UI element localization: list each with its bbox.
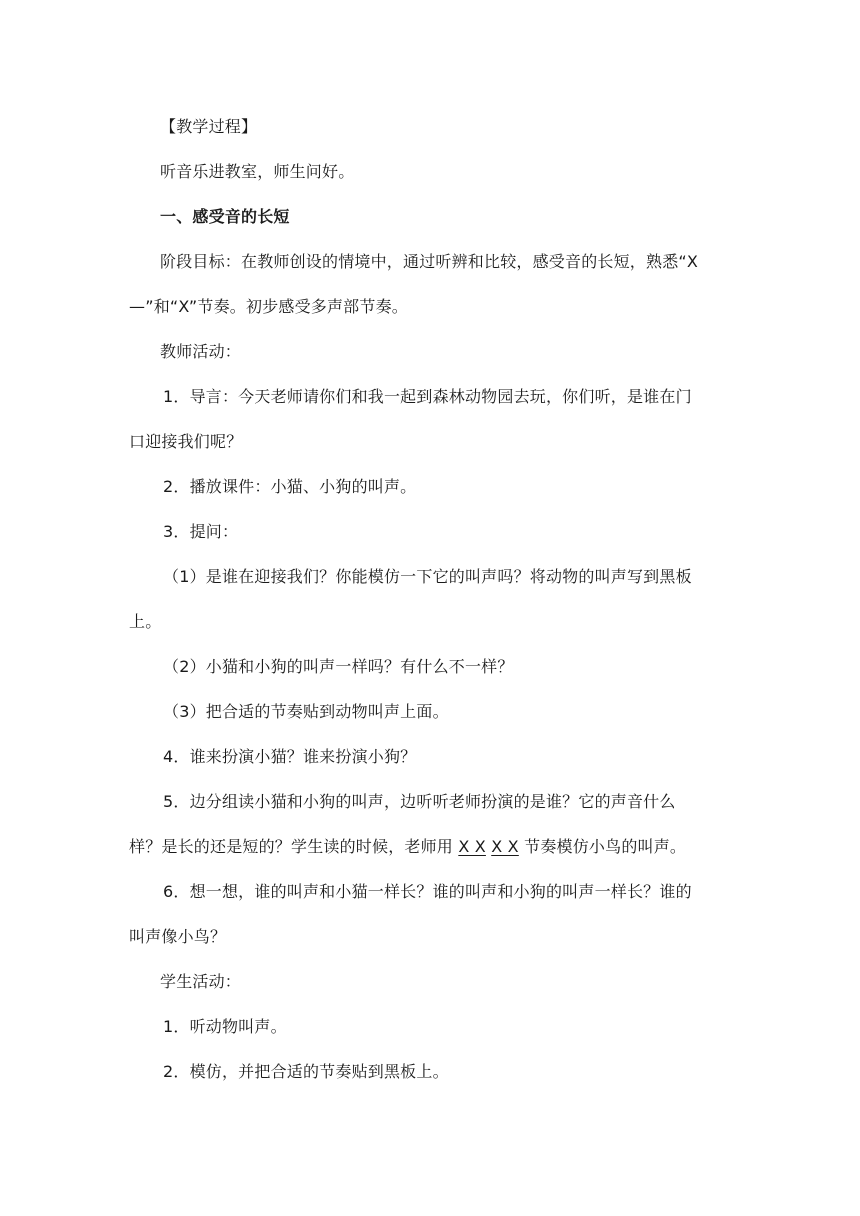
teacher-item-5-text-b: 节奏模仿小鸟的叫声。 xyxy=(524,837,687,856)
teacher-item-5-line-1: 5．边分组读小猫和小狗的叫声，边听听老师扮演的是谁？它的声音什么 xyxy=(163,792,676,811)
rhythm-notation-1: X X xyxy=(458,837,486,856)
goal-line-2: —”和“X”节奏。初步感受多声部节奏。 xyxy=(129,297,408,316)
student-item-2: 2．模仿，并把合适的节奏贴到黑板上。 xyxy=(163,1062,449,1081)
question-2: （2）小猫和小狗的叫声一样吗？有什么不一样？ xyxy=(163,657,514,676)
heading-1: 一、感受音的长短 xyxy=(160,207,290,226)
goal-line-1: 阶段目标：在教师创设的情境中，通过听辨和比较，感受音的长短，熟悉“X xyxy=(160,252,699,271)
rhythm-notation-2: X X xyxy=(491,837,519,856)
teacher-item-6-line-2: 叫声像小鸟？ xyxy=(129,927,227,946)
question-3: （3）把合适的节奏贴到动物叫声上面。 xyxy=(163,702,449,721)
teacher-item-3: 3．提问： xyxy=(163,522,239,541)
teacher-item-4: 4．谁来扮演小猫？谁来扮演小狗？ xyxy=(163,747,417,766)
teacher-item-5-text-a: 样？是长的还是短的？学生读的时候，老师用 xyxy=(129,837,454,856)
teacher-item-5-line-2 xyxy=(129,837,686,857)
section-title: 【教学过程】 xyxy=(160,117,258,136)
question-1-line-1: （1）是谁在迎接我们？你能模仿一下它的叫声吗？将动物的叫声写到黑板 xyxy=(163,567,692,586)
student-item-1: 1．听动物叫声。 xyxy=(163,1017,287,1036)
question-1-line-2: 上。 xyxy=(129,612,162,631)
intro-paragraph: 听音乐进教室，师生问好。 xyxy=(160,162,355,181)
student-activity-label: 学生活动： xyxy=(160,972,242,991)
teacher-item-2: 2．播放课件：小猫、小狗的叫声。 xyxy=(163,477,417,496)
teacher-activity-label: 教师活动： xyxy=(160,342,242,361)
teacher-item-1-line-1: 1．导言：今天老师请你们和我一起到森林动物园去玩，你们听，是谁在门 xyxy=(163,387,692,406)
teacher-item-6-line-1: 6．想一想，谁的叫声和小猫一样长？谁的叫声和小狗的叫声一样长？谁的 xyxy=(163,882,692,901)
teacher-item-1-line-2: 口迎接我们呢？ xyxy=(129,432,243,451)
